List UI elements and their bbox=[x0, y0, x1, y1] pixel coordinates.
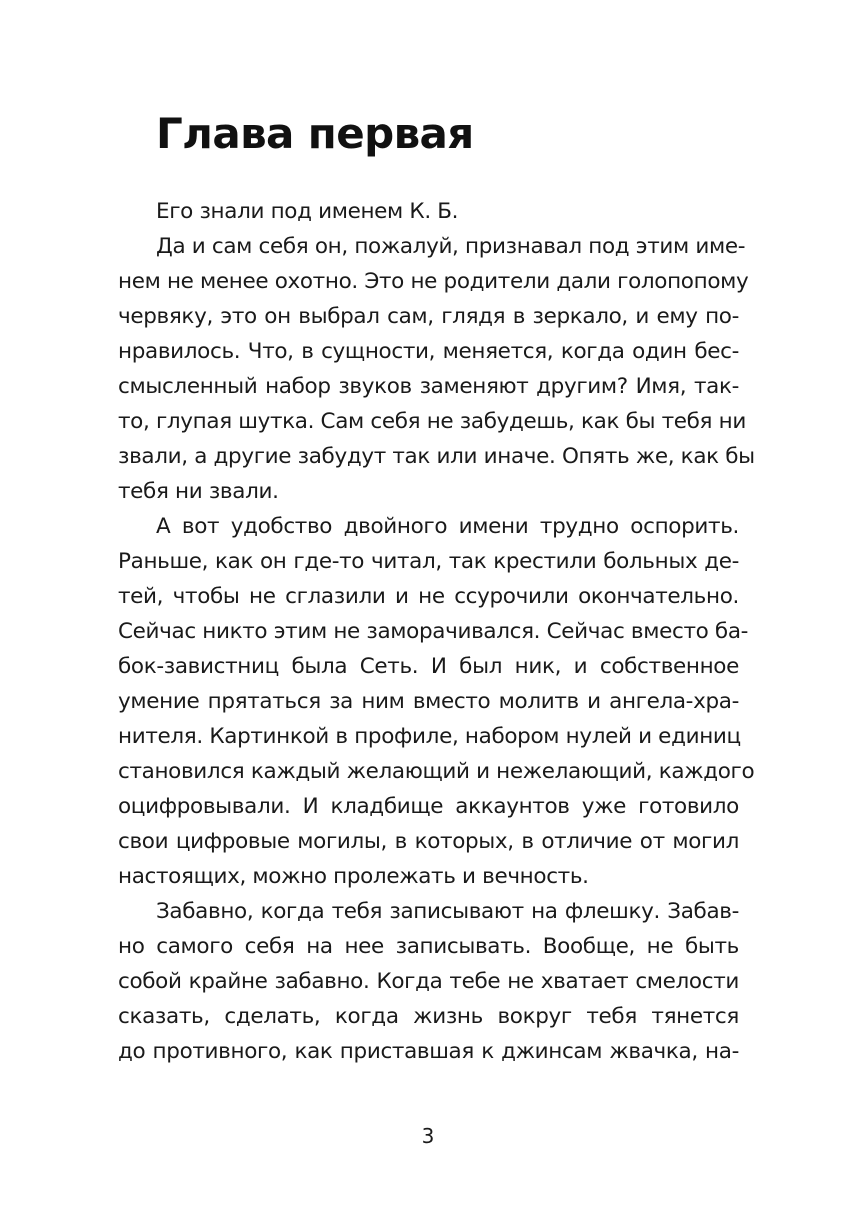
text-line: оцифровывали. И кладбище аккаунтов уже готовило bbox=[118, 794, 739, 819]
text-line: Сейчас никто этим не заморачивался. Сейчас вместо ба- bbox=[118, 619, 749, 644]
text-line: бок-завистниц была Сеть. И был ник, и собственное bbox=[118, 654, 739, 679]
text-line: умение прятаться за ним вместо молитв и ангела-хра- bbox=[118, 689, 739, 714]
chapter-title: Глава первая bbox=[156, 109, 474, 158]
text-line: настоящих, можно пролежать и вечность. bbox=[118, 864, 589, 889]
page-number: 3 bbox=[421, 1124, 435, 1148]
paragraph bbox=[118, 229, 755, 509]
text-line: до противного, как приставшая к джинсам жвачка, на- bbox=[118, 1039, 739, 1064]
text-line: Его знали под именем К. Б. bbox=[156, 199, 459, 224]
text-line: смысленный набор звуков заменяют другим? Имя, так- bbox=[118, 374, 739, 399]
text-line: нем не менее охотно. Это не родители дали голопопому bbox=[118, 269, 749, 294]
text-line: нителя. Картинкой в профиле, набором нулей и единиц bbox=[118, 724, 741, 749]
body-text bbox=[118, 194, 755, 1069]
text-line: А вот удобство двойного имени трудно оспорить. bbox=[156, 514, 739, 539]
paragraph bbox=[118, 894, 739, 1069]
text-line: свои цифровые могилы, в которых, в отличие от могил bbox=[118, 829, 739, 854]
paragraph bbox=[118, 509, 755, 894]
text-line: Раньше, как он где-то читал, так крестили больных де- bbox=[118, 549, 739, 574]
text-line: нравилось. Что, в сущности, меняется, когда один бес- bbox=[118, 339, 739, 364]
text-line: собой крайне забавно. Когда тебе не хватает смелости bbox=[118, 969, 739, 994]
text-line: Забавно, когда тебя записывают на флешку. Забав- bbox=[156, 899, 739, 924]
text-line: сказать, сделать, когда жизнь вокруг тебя тянется bbox=[118, 1004, 739, 1029]
text-line: становился каждый желающий и нежелающий, каждого bbox=[118, 759, 755, 784]
text-line: тей, чтобы не сглазили и не ссурочили окончательно. bbox=[118, 584, 739, 609]
text-line: но самого себя на нее записывать. Вообще, не быть bbox=[118, 934, 739, 959]
text-line: то, глупая шутка. Сам себя не забудешь, как бы тебя ни bbox=[118, 409, 746, 434]
text-line: Да и сам себя он, пожалуй, признавал под этим име- bbox=[156, 234, 746, 259]
text-line: тебя ни звали. bbox=[118, 479, 279, 504]
text-line: червяку, это он выбрал сам, глядя в зеркало, и ему по- bbox=[118, 304, 739, 329]
paragraph bbox=[118, 194, 739, 229]
text-line: звали, а другие забудут так или иначе. Опять же, как бы bbox=[118, 444, 755, 469]
